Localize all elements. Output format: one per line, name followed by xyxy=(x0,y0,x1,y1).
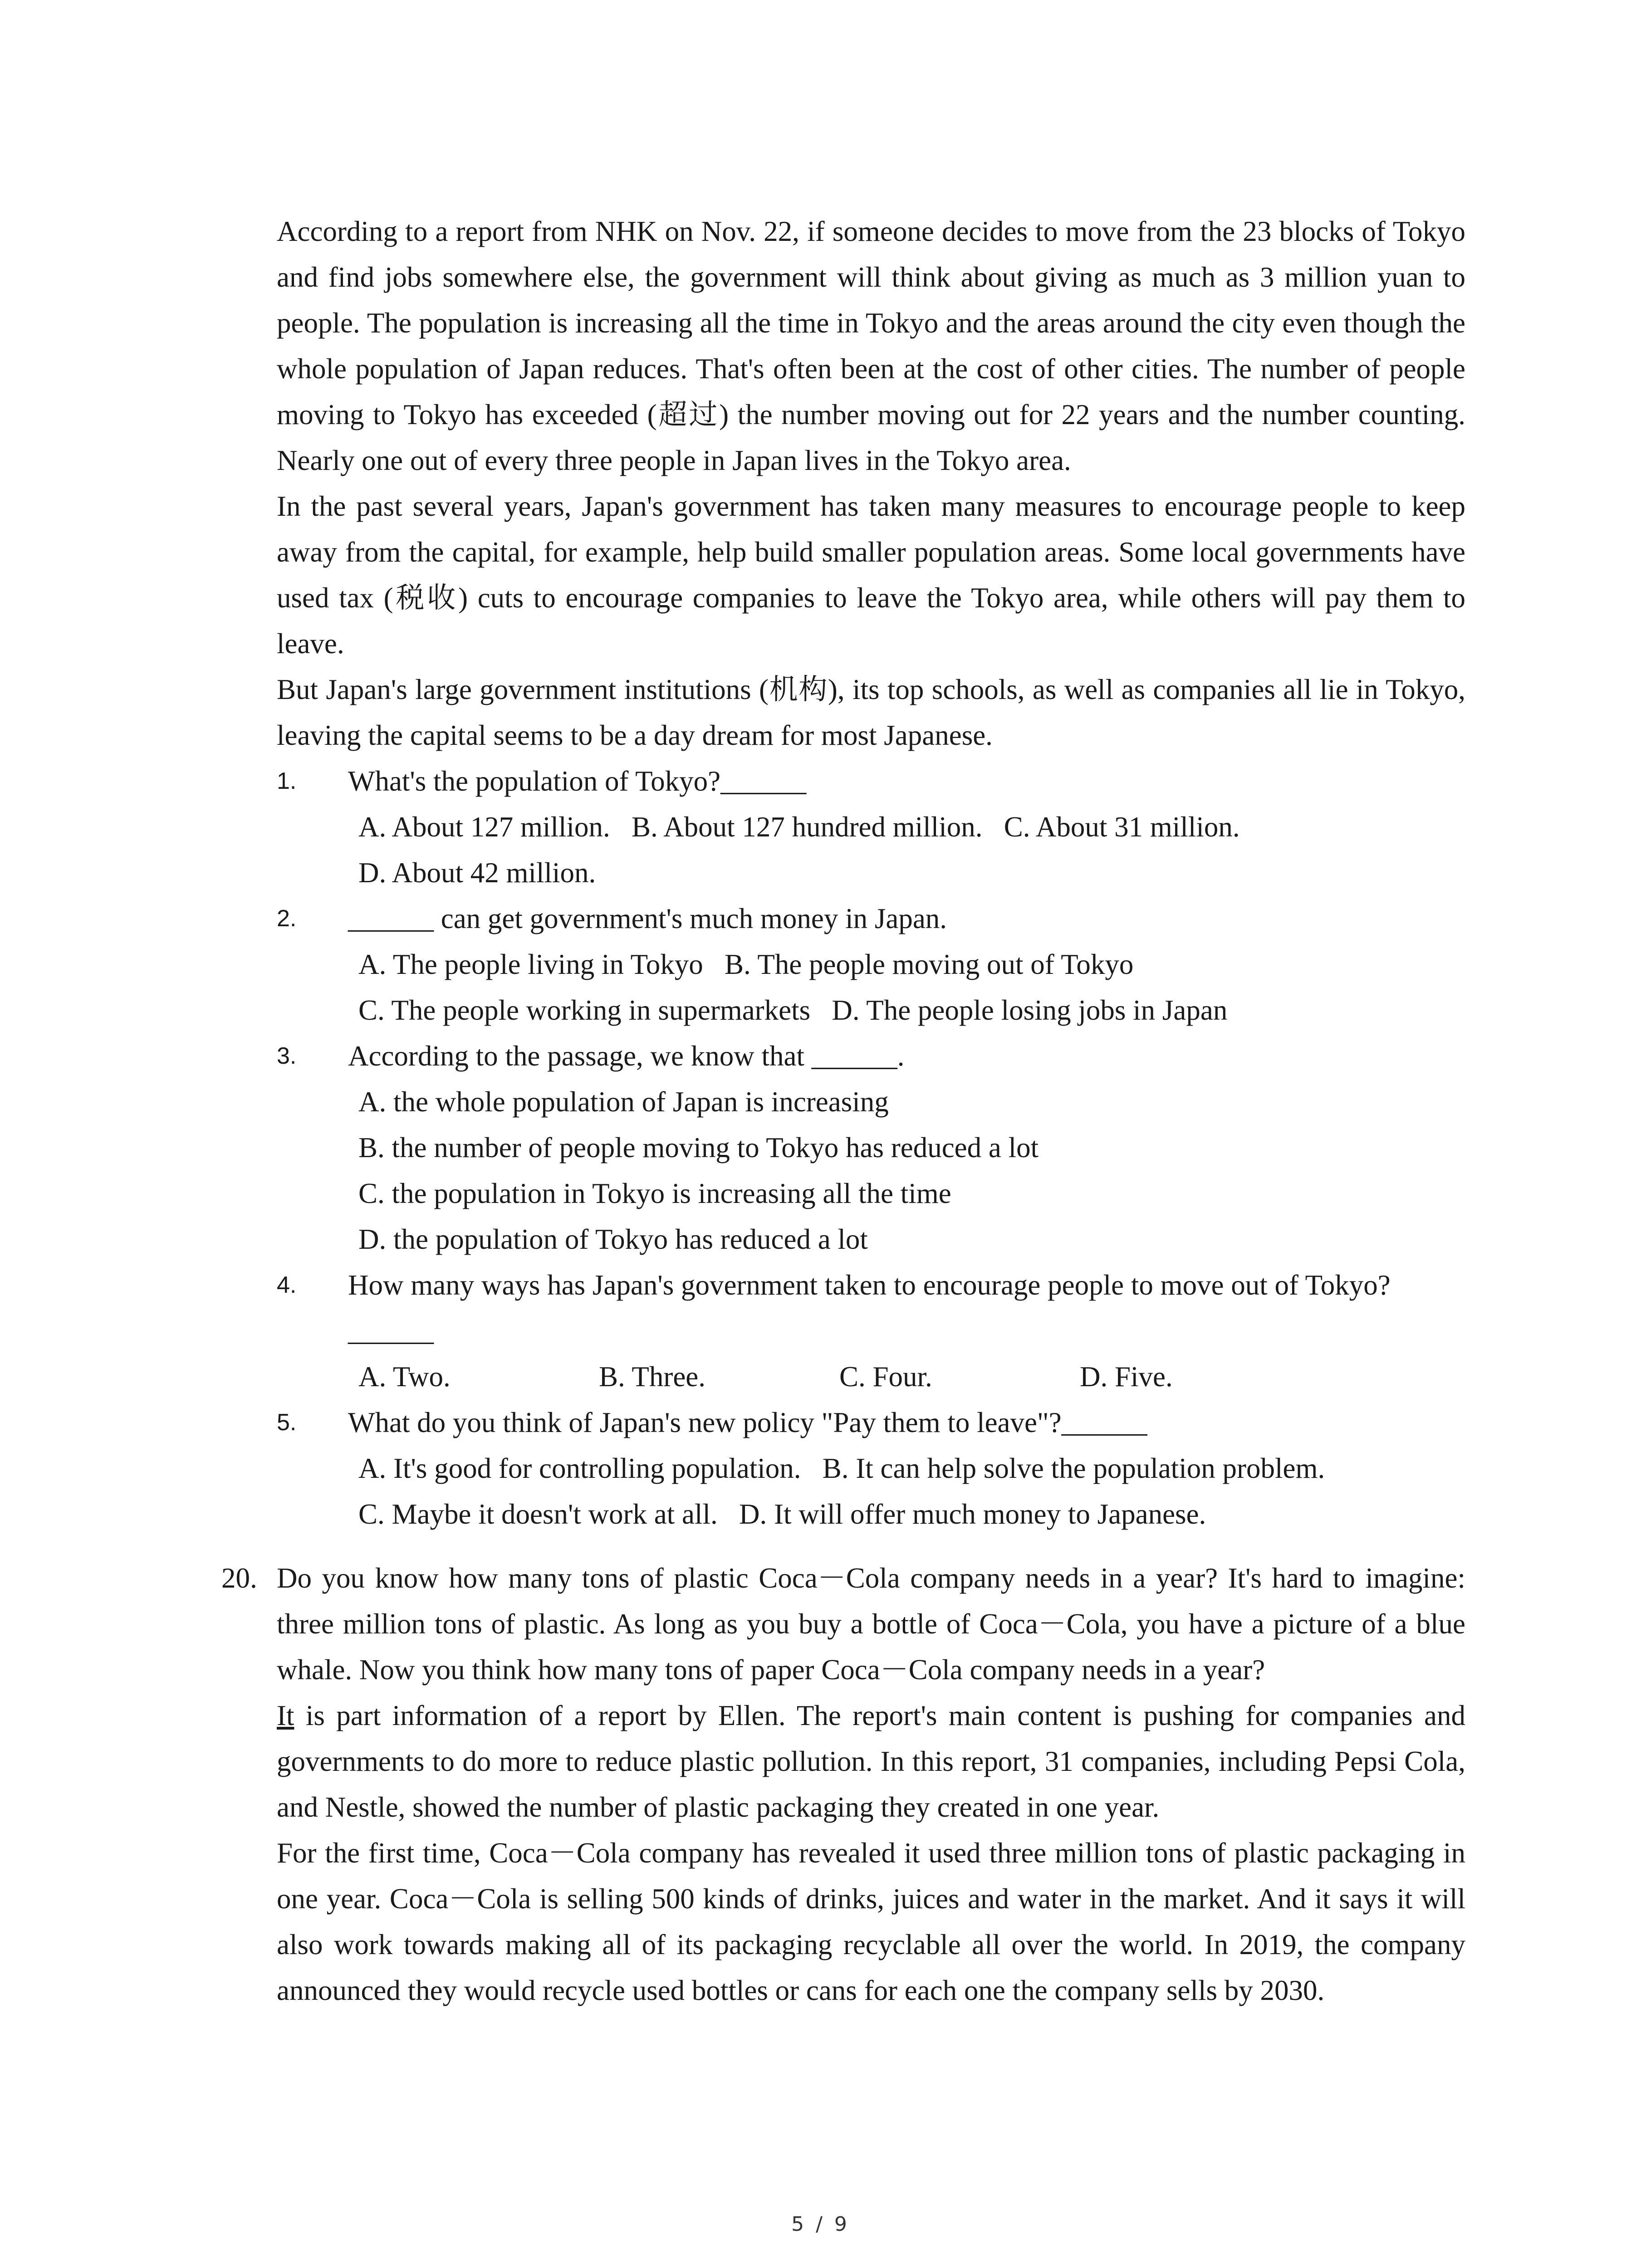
question-text: How many ways has Japan's government taken to encourage people to move out of Tokyo?______ xyxy=(348,1269,1391,1347)
passage20-paragraph-3: For the first time, Coca－Cola company has revealed it used three million tons of plastic packaging in one year. Coca－Cola is selling 500 kinds of drinks, juices and water in the market. And it says it will also work towards making all of its packaging recyclable all over the world. In 2019, the company announced they would recycle used bottles or cans for each one the company sells by 2030. xyxy=(277,1837,1465,2006)
passage19-paragraph-2: In the past several years, Japan's government has taken many measures to encourage people to keep away from the capital, for example, help build smaller population areas. Some local governments have used tax (税收) cuts to encourage companies to leave the Tokyo area, while others will pay them to leave. xyxy=(277,490,1465,660)
question-number: 4. xyxy=(277,1272,297,1298)
question-5-options-line-2: C. Maybe it doesn't work at all. D. It will offer much money to Japanese. xyxy=(358,1498,1206,1530)
question-4 xyxy=(277,1262,1465,1354)
question-4-option-a: A. Two. xyxy=(358,1361,451,1393)
question-3-option-b: B. the number of people moving to Tokyo has reduced a lot xyxy=(358,1132,1039,1163)
question-4-option-d: D. Five. xyxy=(1080,1361,1173,1393)
question-4-options xyxy=(277,1354,1465,1400)
question-text: What's the population of Tokyo?______ xyxy=(348,765,807,797)
question-3-option-a: A. the whole population of Japan is increasing xyxy=(358,1086,889,1118)
page-content xyxy=(221,209,1465,2014)
question-2-options-line-2: C. The people working in supermarkets D. The people losing jobs in Japan xyxy=(358,994,1228,1026)
passage19-paragraph-1: According to a report from NHK on Nov. 22, if someone decides to move from the 23 blocks of Tokyo and find jobs somewhere else, the government will think about giving as much as 3 million yuan to people. The population is increasing all the time in Tokyo and the areas around the city even though the whole population of Japan reduces. That's often been at the cost of other cities. The number of people moving to Tokyo has exceeded (超过) the number moving out for 22 years and the number counting. Nearly one out of every three people in Japan lives in the Tokyo area. xyxy=(277,215,1465,476)
question-1-options-line-1: A. About 127 million. B. About 127 hundred million. C. About 31 million. xyxy=(358,811,1240,843)
passage20-paragraph-1: Do you know how many tons of plastic Coca－Cola company needs in a year? It's hard to imagine: three million tons of plastic. As long as you buy a bottle of Coca－Cola, you have a picture of a blue whale. Now you think how many tons of paper Coca－Cola company needs in a year? xyxy=(277,1562,1465,1686)
question-number: 3. xyxy=(277,1043,297,1069)
question-text: What do you think of Japan's new policy "Pay them to leave"?______ xyxy=(348,1407,1147,1438)
page-number: 5 / 9 xyxy=(791,2213,850,2236)
question-2 xyxy=(277,896,1465,942)
passage19-paragraph-3: But Japan's large government institutions (机构), its top schools, as well as companies all lie in Tokyo, leaving the capital seems to be a day dream for most Japanese. xyxy=(277,674,1465,751)
question-number: 5. xyxy=(277,1409,297,1436)
paragraph-text: is part information of a report by Ellen. The report's main content is pushing for companies and governments to do more to reduce plastic pollution. In this report, 31 companies, including Pepsi Cola, and Nestle, showed the number of plastic packaging they created in one year. xyxy=(277,1700,1465,1823)
question-5-options-line-1: A. It's good for controlling population. B. It can help solve the population problem. xyxy=(358,1452,1325,1484)
question-1 xyxy=(277,758,1465,804)
underlined-word: It xyxy=(277,1700,294,1731)
passage-20 xyxy=(221,1555,1465,2014)
question-4-option-b: B. Three. xyxy=(599,1361,706,1393)
question-text: According to the passage, we know that ______. xyxy=(348,1040,905,1072)
passage-number: 20. xyxy=(221,1562,257,1594)
question-1-options-line-2: D. About 42 million. xyxy=(358,857,596,889)
question-2-options-line-1: A. The people living in Tokyo B. The people moving out of Tokyo xyxy=(358,948,1134,980)
passage20-paragraph-2 xyxy=(277,1693,1465,1830)
question-number: 1. xyxy=(277,768,297,794)
question-3 xyxy=(277,1033,1465,1079)
question-3-option-c: C. the population in Tokyo is increasing all the time xyxy=(358,1178,951,1209)
question-number: 2. xyxy=(277,905,297,932)
question-text: ______ can get government's much money in Japan. xyxy=(348,903,947,934)
question-4-option-c: C. Four. xyxy=(839,1361,932,1393)
question-5 xyxy=(277,1400,1465,1446)
question-3-option-d: D. the population of Tokyo has reduced a lot xyxy=(358,1223,868,1255)
